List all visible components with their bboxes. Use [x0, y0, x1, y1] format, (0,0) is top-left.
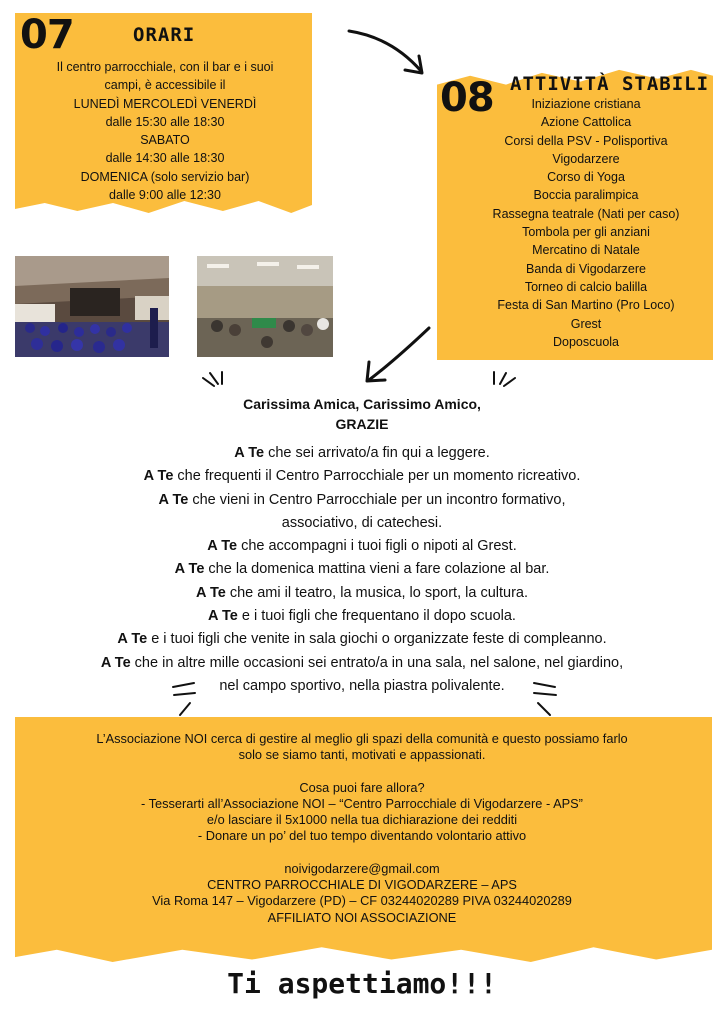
footer-option: - Tesserarti all’Associazione NOI – “Centro Parrocchiale di Vigodarzere - APS” — [141, 795, 583, 811]
list-item: Mercatino di Natale — [532, 243, 640, 258]
thanks-line: A Te che accompagni i tuoi figli o nipoti al Grest. — [207, 538, 517, 555]
thanks-list — [40, 442, 684, 698]
attivita-title: ATTIVITÀ STABILI — [510, 73, 710, 95]
greeting-line: Carissima Amica, Carissimo Amico, — [243, 396, 481, 412]
list-item: Tombola per gli anziani — [522, 225, 650, 240]
thanks-line: A Te che ami il teatro, la musica, lo sport, la cultura. — [195, 584, 529, 601]
orari-line: dalle 14:30 alle 18:30 — [105, 151, 225, 166]
thanks-line: associativo, di catechesi. — [281, 514, 443, 531]
list-item: Rassegna teatrale (Nati per caso) — [492, 206, 680, 221]
orari-line: dalle 9:00 alle 12:30 — [109, 188, 221, 203]
orari-line: DOMENICA (solo servizio bar) — [80, 169, 250, 184]
section-number-08: 08 — [440, 75, 494, 121]
footer-intro: solo se siamo tanti, motivati e appassionati. — [238, 747, 486, 763]
attivita-list — [466, 95, 706, 351]
list-item: Vigodarzere — [552, 151, 620, 166]
sparkle-left-icon — [200, 370, 230, 392]
sparkle-bottom-left-icon — [170, 677, 198, 719]
list-item: Grest — [570, 316, 602, 331]
footer-org: CENTRO PARROCCHIALE DI VIGODARZERE – APS — [207, 877, 517, 893]
footer-intro: L’Associazione NOI cerca di gestire al meglio gli spazi della comunità e questo possiamo farlo — [96, 731, 628, 746]
thanks-line: nel campo sportivo, nella piastra polivalente. — [219, 677, 505, 694]
orari-line: campi, è accessibile il — [104, 78, 226, 93]
sparkle-right-icon — [488, 370, 518, 392]
list-item: Banda di Vigodarzere — [526, 261, 646, 276]
thanks-line: A Te che in altre mille occasioni sei entrato/a in una sala, nel salone, nel giardino, — [100, 654, 624, 671]
list-item: Torneo di calcio balilla — [524, 279, 648, 294]
orari-line: SABATO — [140, 133, 190, 148]
arrow-right-icon — [345, 25, 430, 80]
closing-title: Ti aspettiamo!!! — [227, 967, 497, 1000]
list-item: Iniziazione cristiana — [531, 97, 641, 111]
thanks-line: A Te che frequenti il Centro Parrocchiale per un momento ricreativo. — [143, 468, 581, 485]
thanks-line: A Te e i tuoi figli che venite in sala giochi o organizzate feste di compleanno. — [117, 631, 607, 648]
footer-email[interactable]: noivigodarzere@gmail.com — [284, 860, 440, 876]
greeting — [40, 394, 684, 434]
arrow-down-left-icon — [355, 324, 435, 386]
list-item: Azione Cattolica — [540, 115, 632, 130]
footer-option: - Donare un po’ del tuo tempo diventando volontario attivo — [197, 828, 527, 844]
grazie-line: GRAZIE — [335, 416, 389, 432]
footer-address: Via Roma 147 – Vigodarzere (PD) – CF 03244020289 PIVA 03244020289 — [152, 893, 572, 909]
thanks-line: A Te che la domenica mattina vieni a fare colazione al bar. — [174, 561, 550, 578]
thanks-line: A Te che vieni in Centro Parrocchiale per un incontro formativo, — [158, 491, 566, 508]
orari-line: dalle 15:30 alle 18:30 — [105, 114, 225, 129]
sparkle-bottom-right-icon — [530, 677, 560, 719]
orari-line: LUNEDÌ MERCOLEDÌ VENERDÌ — [73, 96, 257, 111]
section-number-07: 07 — [20, 12, 74, 58]
list-item: Festa di San Martino (Pro Loco) — [497, 298, 675, 313]
photo-theatre-hall — [15, 256, 169, 357]
orari-line: Il centro parrocchiale, con il bar e i suoi — [56, 60, 274, 74]
list-item: Corso di Yoga — [547, 170, 625, 185]
thanks-line: A Te che sei arrivato/a fin qui a leggere. — [234, 445, 490, 461]
footer-affiliation: AFFILIATO NOI ASSOCIAZIONE — [267, 909, 457, 925]
orari-title: ORARI — [133, 24, 196, 46]
footer-text — [25, 731, 699, 926]
footer-question: Cosa puoi fare allora? — [299, 779, 425, 795]
orari-text — [30, 58, 300, 204]
list-item: Corsi della PSV - Polisportiva — [504, 133, 668, 148]
photo-game-room — [197, 256, 333, 357]
thanks-line: A Te e i tuoi figli che frequentano il dopo scuola. — [208, 608, 516, 625]
list-item: Doposcuola — [552, 334, 619, 349]
list-item: Boccia paralimpica — [533, 188, 639, 203]
footer-option: e/o lasciare il 5x1000 nella tua dichiarazione dei redditi — [206, 812, 518, 828]
